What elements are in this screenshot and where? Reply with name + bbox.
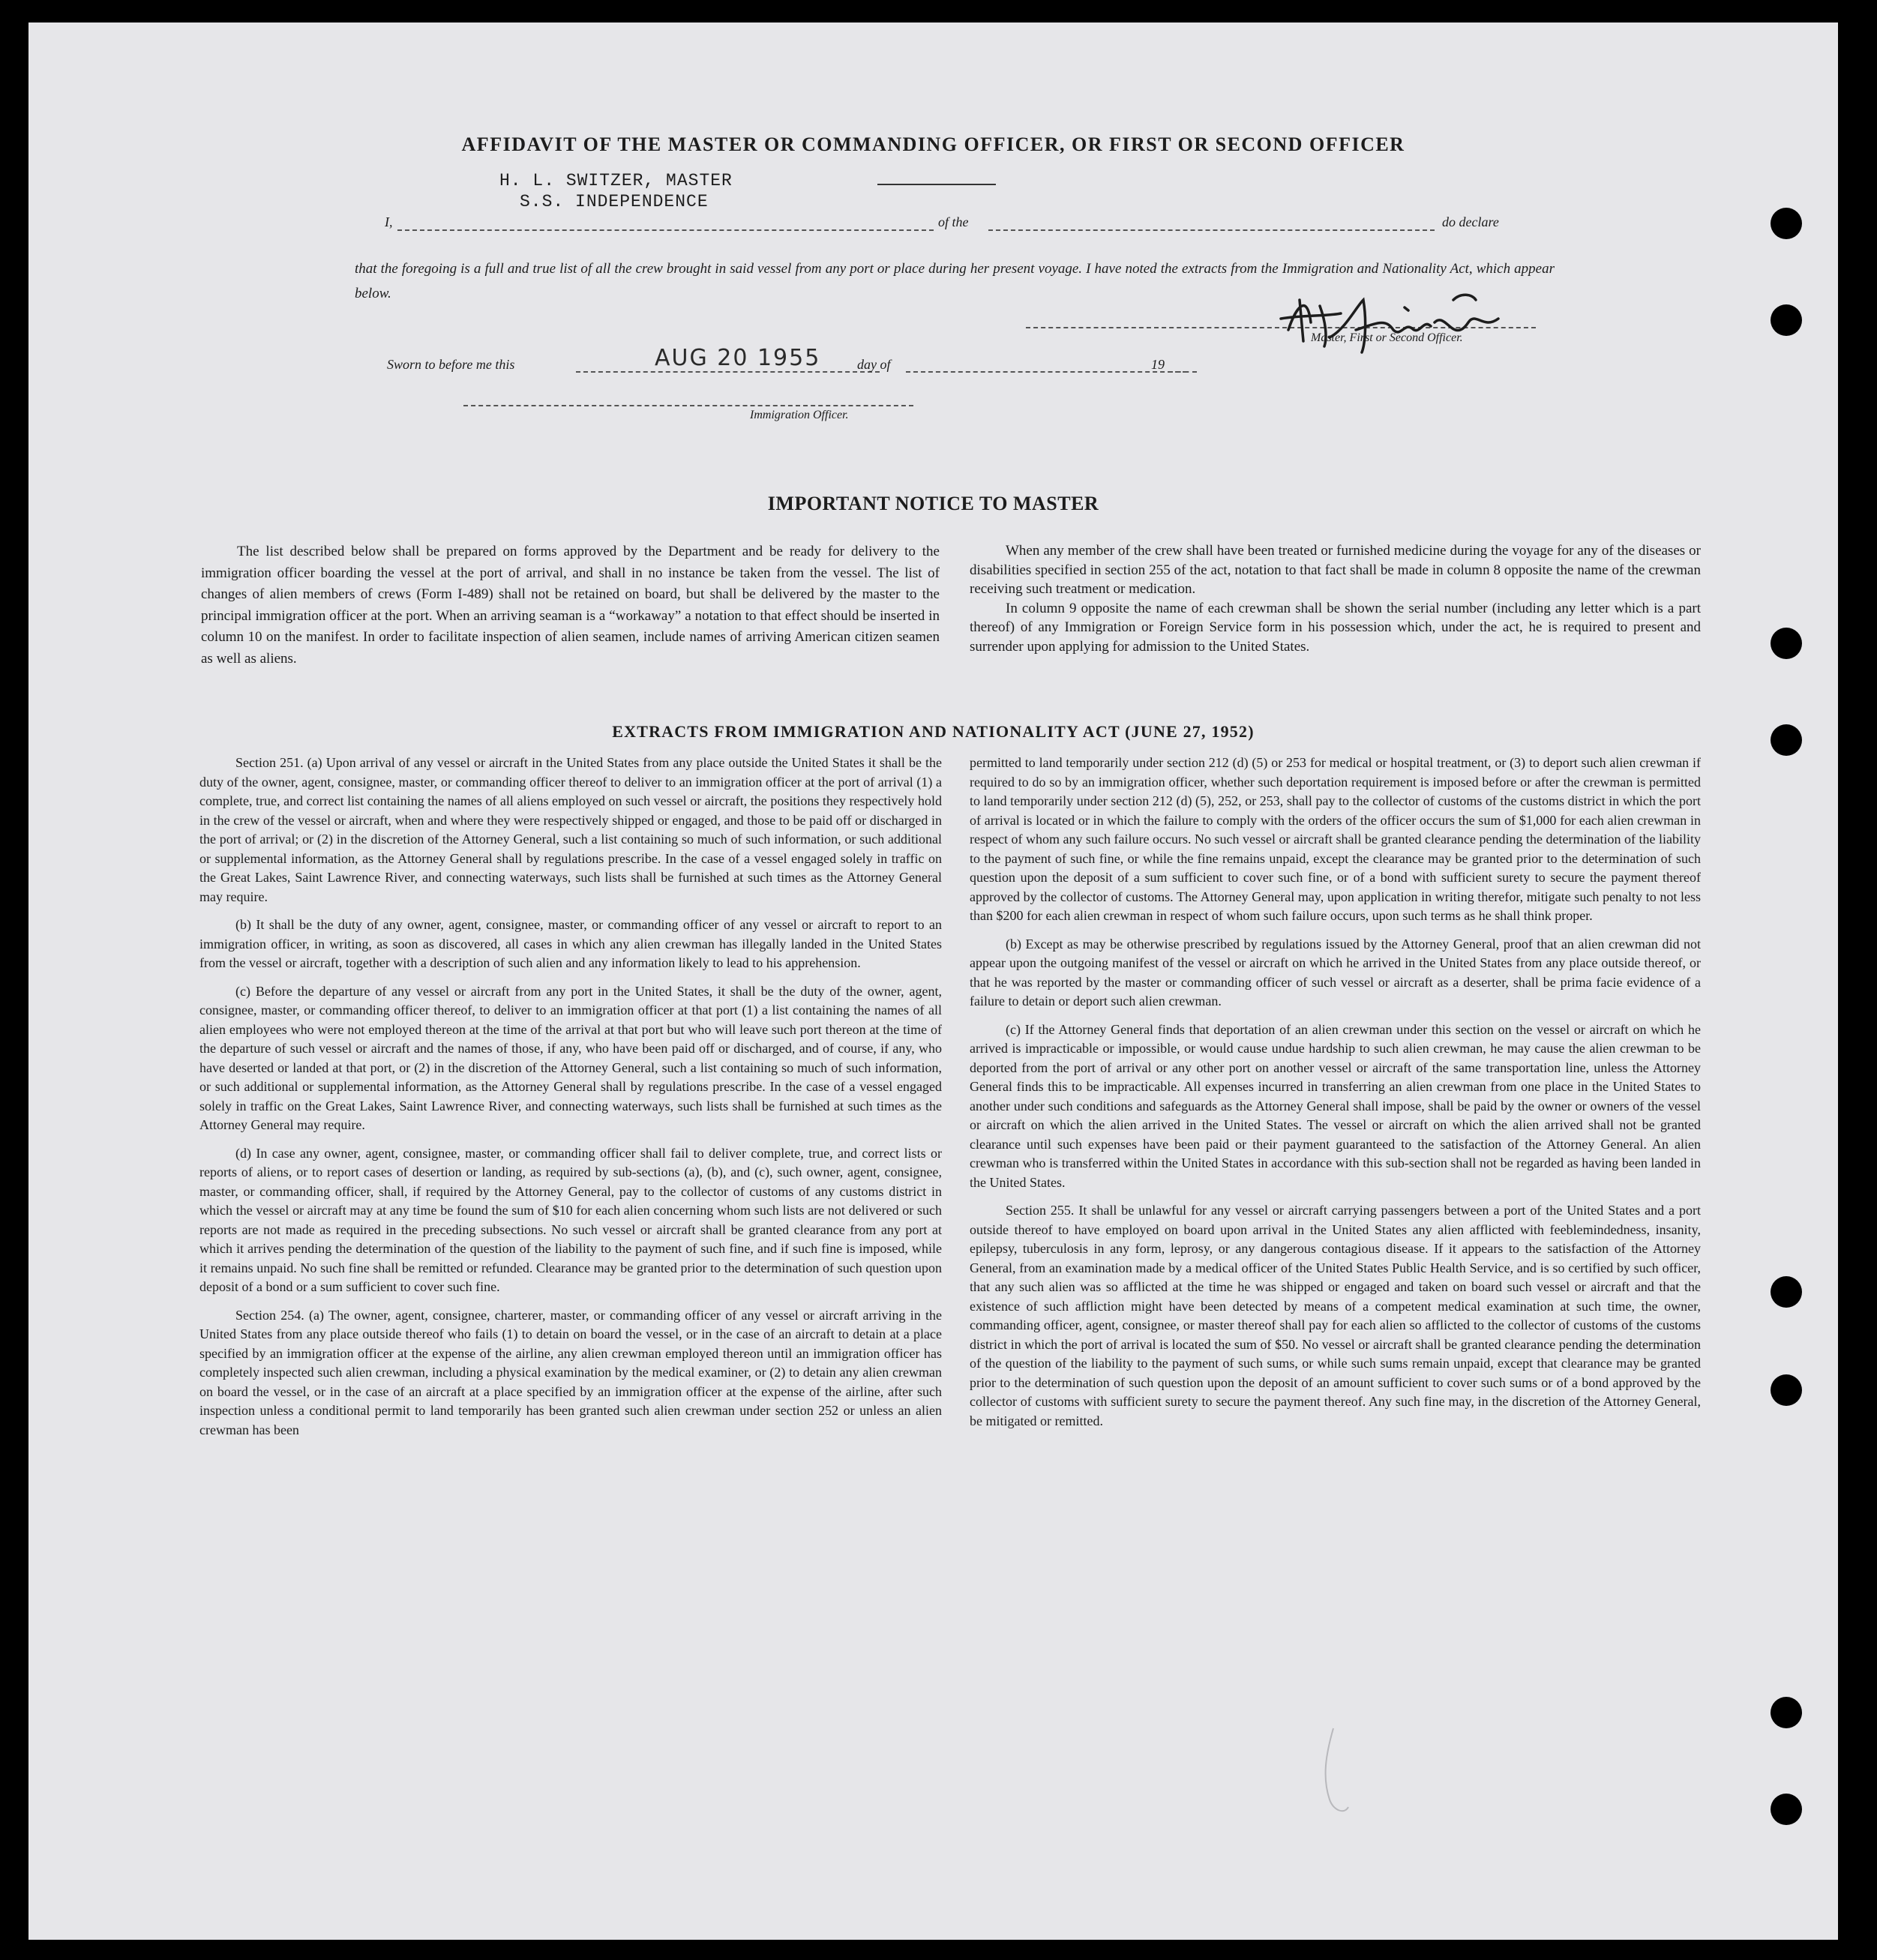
section-251d: (d) In case any owner, agent, consignee, master, or commanding officer shall fail to deliver complete, true, and correct lists or reports of aliens, or to report cases of desertion or landing, as required by sub-sections (a), (b), and (c), such owner, agent, consignee, master, or commanding officer, shall, if required by the Attorney General, pay to the collector of customs of any customs district in which the vessel or aircraft may at any time be found the sum of $10 for each alien concerning whom such lists are not delivered or such reports are not made as required in the preceding subsections. No such vessel or aircraft shall be granted clearance from any port at which it arrives pending the determination of the question of the liability to the payment of such fine, and if such fine is imposed, while it remains unpaid. No such fine shall be remitted or refunded. Clearance may be granted prior to the determination of such question upon deposit of a bond or a sum sufficient to cover such fine. [199, 1145, 942, 1294]
punch-hole [1771, 304, 1802, 336]
pencil-mark [1311, 1725, 1356, 1822]
section-251c: (c) Before the departure of any vessel or aircraft from any port in the United States, it shall be the duty of the owner, agent, consignee, master, or commanding officer thereof, to deliver to an immigration officer at that port (1) a list containing the names of all alien employees who were not employed thereon at the time of the arrival at that port but who will leave such port thereon at the time of the departure of such vessel or aircraft and the names of those, if any, who have been paid off or discharged, and of course, if any, who have deserted or landed at that port, or (2) in the discretion of the Attorney General, such a list containing so much of such information, or such additional or supplemental information, as the Attorney General shall by regulations prescribe. In the case of a vessel engaged solely in traffic on the Great Lakes, Saint Lawrence River, and connecting waterways, such lists shall be furnished at such times as the Attorney General may require. [199, 983, 942, 1132]
notice-right-column [970, 541, 1701, 656]
name-line [397, 229, 934, 231]
officer-signature-line [463, 405, 913, 406]
i-label: I, [385, 214, 393, 229]
section-255: Section 255. It shall be unlawful for any vessel or aircraft carrying passengers between a port of the United States and a port outside thereof to have employed on board upon arrival in the United States any alien afflicted with feeblemindedness, insanity, epilepsy, tuberculosis in any form, leprosy, or any dangerous contagious disease. If it appears to the satisfaction of the Attorney General, from an examination made by a medical officer of the United States Public Health Service, and is so certified by such officer, that any such alien was so afflicted at the time he was shipped or engaged and taken on board such vessel or aircraft and that the existence of such affliction might have been detected by means of a competent medical examination at such time, the owner, commanding officer, agent, consignee, or master thereof shall pay for each alien so afflicted to the collector of customs of the customs district in which the port of arrival is located the sum of $50. No vessel or aircraft shall be granted clearance pending the determination of the question of the liability to the payment of such sums, or while such sums remain unpaid, except that clearance may be granted prior to the determination of such question upon the deposit of an amount sufficient to cover such sums or of a bond approved by the collector of customs with sufficient surety to secure the payment thereof. Any such fine may, in the discretion of the Attorney General, be mitigated or remitted. [970, 1203, 1701, 1428]
extracts-title: EXTRACTS FROM IMMIGRATION AND NATIONALITY ACT (JUNE 27, 1952) [612, 722, 1255, 741]
year-label: 19 [1151, 357, 1165, 372]
document-page [28, 22, 1838, 1940]
extracts-right-column [970, 754, 1701, 1431]
year-line [1168, 371, 1197, 373]
notice-right-text-1: When any member of the crew shall have been treated or furnished medicine during the voyage for any of the diseases or disabilities specified in section 255 of the act, notation to that fact shall be made in column 8 opposite the name of the crewman receiving such treatment or medication. [970, 543, 1701, 597]
section-251b: (b) It shall be the duty of any owner, agent, consignee, master, or commanding officer of any vessel or aircraft to report to an immigration officer, in writing, as soon as discovered, all cases in which any alien crewman has illegally landed in the United States from the vessel or aircraft, together with a description of such alien and any information likely to lead to his apprehension. [199, 917, 942, 970]
signature-caption: Master, First or Second Officer. [1311, 331, 1463, 344]
section-254b: (b) Except as may be otherwise prescribed by regulations issued by the Attorney General, proof that an alien crewman did not appear upon the outgoing manifest of the vessel or aircraft on which he arrived in the United States from any place outside thereof, or that he was reported by the master or commanding officer of such vessel or aircraft as a deserter, shall be prima facie evidence of a failure to detain or deport such alien crewman. [970, 936, 1701, 1008]
day-of-label: day of [857, 357, 891, 372]
punch-hole [1771, 1276, 1802, 1308]
punch-hole [1771, 1374, 1802, 1406]
section-254c: (c) If the Attorney General finds that deportation of an alien crewman under this section on the vessel or aircraft on which he arrived is impracticable or impossible, or would cause undue hardship to such alien crewman, he may cause the alien crewman to be deported from the port of arrival or any other port on another vessel or aircraft of the same transportation line, unless the Attorney General finds this to be impracticable. All expenses incurred in transferring an alien crewman from one place in the United States to another under such conditions and safeguards as the Attorney General shall impose, shall be paid by the owner or owners of the vessel or aircraft on which the alien arrived in the United States. The vessel or aircraft on which the alien arrived shall not be granted clearance until such expenses have been paid or their payment guaranteed to the satisfaction of the Attorney General. An alien crewman who is transferred within the United States in accordance with this sub-section shall not be regarded as having been landed in the United States. [970, 1021, 1701, 1190]
section-254a: Section 254. (a) The owner, agent, consignee, charterer, master, or commanding officer of any vessel or aircraft arriving in the United States from any place outside thereof who fails (1) to detain on board the vessel, or in the case of an aircraft to detain at a place specified by an immigration officer at the expense of the airline, any alien crewman employed thereon until an immigration officer has completely inspected such alien crewman, including a physical examination by the medical examiner, or (2) to detain any alien crewman on board the vessel, or in the case of an aircraft at a place specified by an immigration officer at the expense of the airline, after such inspection unless a conditional permit to land temporarily has been granted such alien crewman under section 252 or unless an alien crewman has been [199, 1307, 942, 1437]
section-251a: Section 251. (a) Upon arrival of any vessel or aircraft in the United States from any place outside the United States it shall be the duty of the owner, agent, consignee, master, or commanding officer thereof to deliver to an immigration officer at the port of arrival (1) a complete, true, and correct list containing the names of all aliens employed on such vessel or aircraft, the positions they respectively hold in the crew of the vessel or aircraft, when and where they were respectively shipped or engaged, and those to be paid off or discharged in the port of arrival; or (2) in the discretion of the Attorney General, such a list containing so much of such information, or such additional or supplemental information, as the Attorney General shall by regulations prescribe. In the case of a vessel engaged solely in traffic on the Great Lakes, Saint Lawrence River, and connecting waterways, such lists shall be furnished at such times as the Attorney General may require. [199, 755, 942, 904]
title-rule [877, 184, 996, 185]
notice-left-text: The list described below shall be prepared on forms approved by the Department and be ready for delivery to the immigration officer boarding the vessel at the port of arrival, and shall in no instance be taken from the vessel. The list of changes of alien members of crews (Form I-489) shall not be retained on board, but shall be delivered by the master to the principal immigration officer at the port. When an arriving seaman is a “workaway” a notation to that effect should be inserted in column 10 on the manifest. In order to facilitate inspection of alien seamen, include names of arriving American citizen seamen as well as aliens. [201, 544, 940, 667]
master-signature [1273, 277, 1521, 360]
declaration-text: that the foregoing is a full and true list of all the crew brought in said vessel from any port or place during her present voyage. I have noted the extracts from the Immigration and Nationality Act, which appear below. [355, 261, 1555, 301]
officer-caption: Immigration Officer. [750, 409, 849, 421]
affidavit-title: AFFIDAVIT OF THE MASTER OR COMMANDING OFFICER, OR FIRST OR SECOND OFFICER [461, 133, 1405, 155]
of-the-label: of the [938, 214, 969, 229]
sworn-day-line [576, 371, 880, 373]
typed-name: H. L. SWITZER, MASTER [499, 171, 733, 190]
notice-title: IMPORTANT NOTICE TO MASTER [767, 493, 1099, 514]
date-stamp: AUG 20 1955 [655, 345, 821, 371]
section-254a-continued: permitted to land temporarily under section 212 (d) (5) or 253 for medical or hospital treatment, or (3) to deport such alien crewman if required to do so by an immigration officer, whether such deportation requirement is imposed before or after the crewman is permitted to land temporarily under section 212 (d) (5), 252, or 253, shall pay to the collector of customs of the customs district in which the port of arrival is located or in which the failure to comply with the orders of the officer occurs the sum of $1,000 for each alien crewman in respect of whom any such failure occurs. No such vessel or aircraft shall be granted clearance pending the determination of the liability to the payment of such fine, or while the fine remains unpaid, except the clearance may be granted prior to the determination of such question upon the deposit of a sum sufficient to cover such fine, or of a bond with sufficient surety to secure the payment thereof approved by the collector of customs. The Attorney General may, upon application in writing therefor, mitigate such penalty to not less than $200 for each alien crewman in respect of whom such failure occurs, upon such terms as he shall think proper. [970, 755, 1701, 923]
punch-hole [1771, 208, 1802, 239]
extracts-left-column [199, 754, 942, 1440]
month-line [906, 371, 1187, 373]
sworn-label: Sworn to before me this [387, 357, 515, 372]
typed-vessel: S.S. INDEPENDENCE [520, 192, 709, 211]
vessel-line [988, 229, 1435, 231]
punch-hole [1771, 628, 1802, 659]
notice-right-text-2: In column 9 opposite the name of each crewman shall be shown the serial number (including any letter which is a part thereof) of any Immigration or Foreign Service form in his possession which, under the act, he is required to present and surrender upon applying for admission to the United States. [970, 600, 1701, 655]
punch-hole [1771, 1794, 1802, 1825]
punch-hole [1771, 1697, 1802, 1728]
do-declare-label: do declare [1442, 214, 1499, 229]
notice-left-column [201, 541, 940, 670]
